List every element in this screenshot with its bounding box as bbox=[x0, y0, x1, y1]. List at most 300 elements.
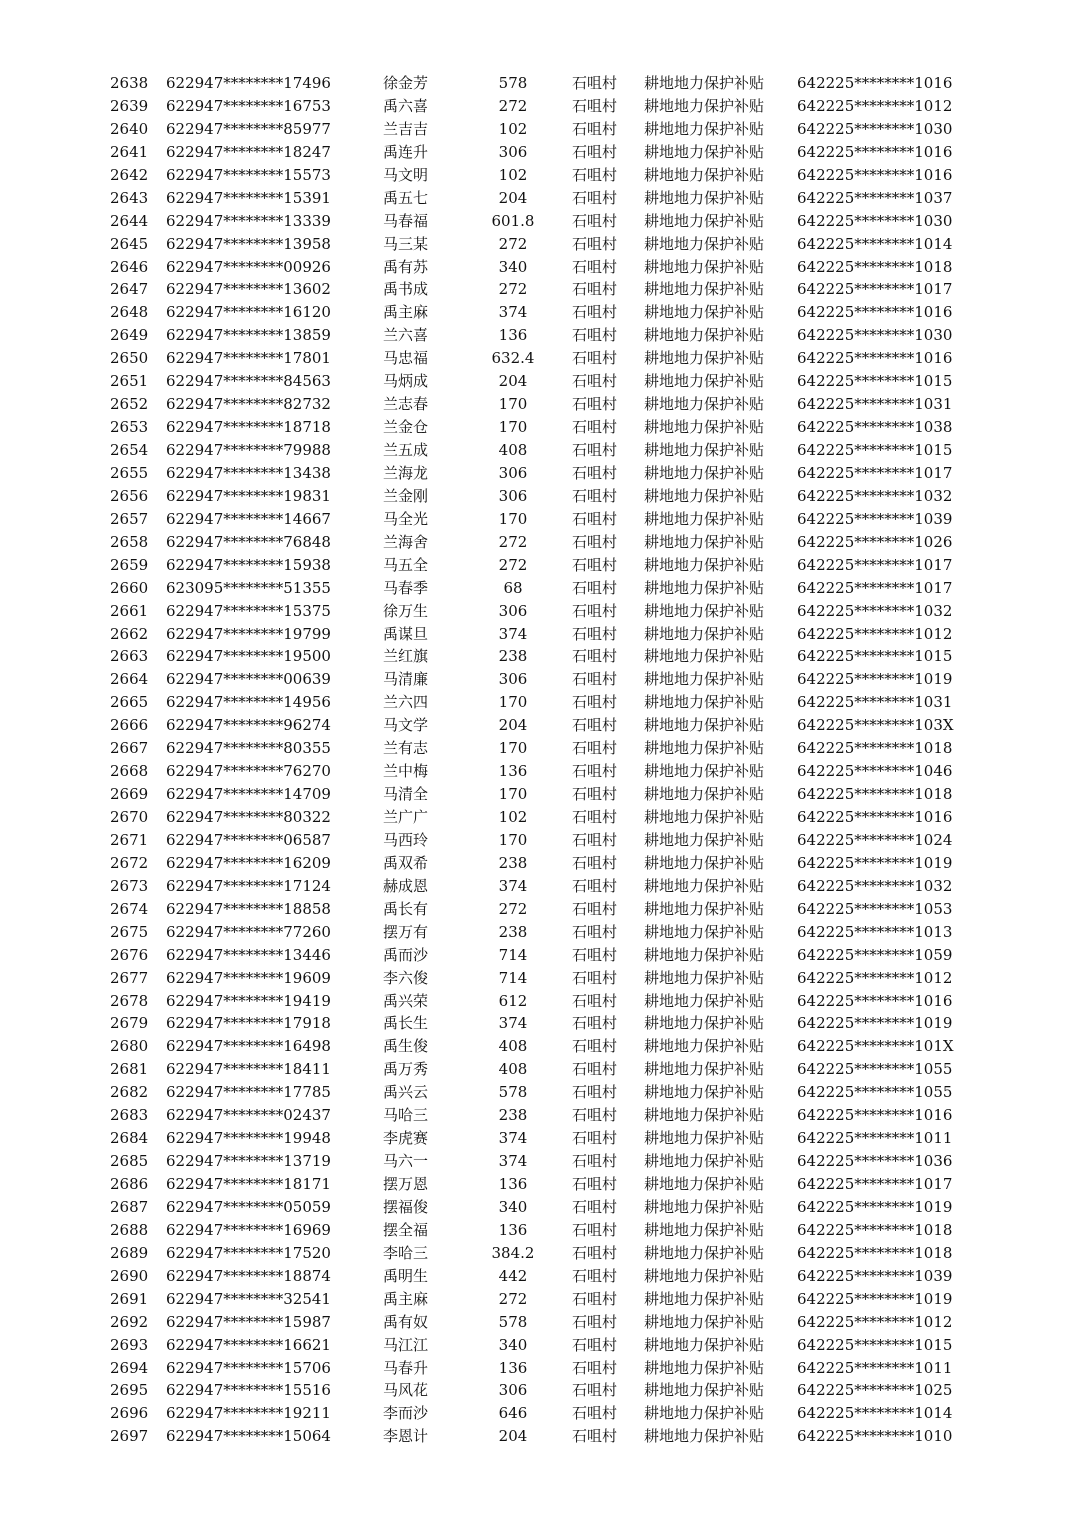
subsidy-type: 耕地地力保护补贴 bbox=[644, 280, 765, 299]
table-row bbox=[0, 898, 1074, 921]
bank-card-number: 622947********00926 bbox=[166, 257, 331, 276]
recipient-name: 兰中梅 bbox=[383, 762, 429, 781]
table-row bbox=[0, 990, 1074, 1013]
bank-card-number: 622947********18247 bbox=[166, 142, 331, 161]
village-name: 石咀村 bbox=[572, 326, 618, 345]
subsidy-type: 耕地地力保护补贴 bbox=[644, 739, 765, 758]
id-number: 642225********1059 bbox=[797, 945, 953, 964]
bank-card-number: 622947********17124 bbox=[166, 876, 331, 895]
table-row bbox=[0, 714, 1074, 737]
row-number: 2641 bbox=[110, 142, 149, 161]
id-number: 642225********101X bbox=[797, 1037, 954, 1056]
id-number: 642225********1010 bbox=[797, 1427, 953, 1446]
id-number: 642225********1018 bbox=[797, 739, 953, 758]
village-name: 石咀村 bbox=[572, 876, 618, 895]
village-name: 石咀村 bbox=[572, 922, 618, 941]
id-number: 642225********1024 bbox=[797, 830, 953, 849]
subsidy-type: 耕地地力保护补贴 bbox=[644, 74, 765, 92]
bank-card-number: 622947********19831 bbox=[166, 486, 331, 505]
subsidy-type: 耕地地力保护补贴 bbox=[644, 234, 765, 253]
id-number: 642225********1018 bbox=[797, 257, 953, 276]
bank-card-number: 622947********14709 bbox=[166, 785, 331, 804]
row-number: 2686 bbox=[110, 1175, 149, 1193]
table-row bbox=[0, 1265, 1074, 1288]
recipient-name: 兰海龙 bbox=[383, 463, 429, 482]
id-number: 642225********1015 bbox=[797, 1335, 953, 1354]
table-row bbox=[0, 164, 1074, 187]
village-name: 石咀村 bbox=[572, 1243, 618, 1262]
subsidy-amount: 272 bbox=[498, 555, 528, 574]
row-number: 2695 bbox=[110, 1381, 149, 1400]
row-number: 2681 bbox=[110, 1060, 149, 1079]
recipient-name: 马六一 bbox=[383, 1152, 429, 1171]
subsidy-amount: 374 bbox=[498, 876, 528, 895]
row-number: 2643 bbox=[110, 188, 149, 207]
id-number: 642225********1037 bbox=[797, 188, 953, 207]
recipient-name: 摆万有 bbox=[383, 922, 429, 941]
village-name: 石咀村 bbox=[572, 441, 618, 459]
row-number: 2688 bbox=[110, 1220, 149, 1239]
id-number: 642225********103X bbox=[797, 716, 954, 735]
table-row bbox=[0, 370, 1074, 393]
row-number: 2654 bbox=[110, 441, 149, 459]
bank-card-number: 622947********19211 bbox=[166, 1404, 331, 1423]
table-row bbox=[0, 485, 1074, 508]
table-row bbox=[0, 691, 1074, 714]
bank-card-number: 622947********05059 bbox=[166, 1197, 331, 1216]
bank-card-number: 622947********19609 bbox=[166, 968, 331, 987]
recipient-name: 禹主麻 bbox=[383, 1289, 429, 1308]
id-number: 642225********1039 bbox=[797, 1266, 953, 1285]
id-number: 642225********1016 bbox=[797, 142, 953, 161]
subsidy-type: 耕地地力保护补贴 bbox=[644, 1335, 765, 1354]
subsidy-type: 耕地地力保护补贴 bbox=[644, 165, 765, 184]
id-number: 642225********1055 bbox=[797, 1083, 953, 1102]
id-number: 642225********1017 bbox=[797, 1175, 953, 1193]
village-name: 石咀村 bbox=[572, 601, 618, 620]
id-number: 642225********1018 bbox=[797, 1220, 953, 1239]
recipient-name: 禹而沙 bbox=[383, 945, 429, 964]
subsidy-type: 耕地地力保护补贴 bbox=[644, 349, 765, 368]
recipient-name: 马江江 bbox=[383, 1335, 429, 1354]
bank-card-number: 622947********76270 bbox=[166, 762, 331, 781]
bank-card-number: 622947********16969 bbox=[166, 1220, 331, 1239]
table-row bbox=[0, 462, 1074, 485]
subsidy-type: 耕地地力保护补贴 bbox=[644, 647, 765, 666]
table-row bbox=[0, 852, 1074, 875]
subsidy-type: 耕地地力保护补贴 bbox=[644, 1060, 765, 1079]
bank-card-number: 622947********16621 bbox=[166, 1335, 331, 1354]
subsidy-type: 耕地地力保护补贴 bbox=[644, 119, 765, 138]
recipient-name: 禹长生 bbox=[383, 1014, 429, 1033]
subsidy-amount: 170 bbox=[498, 830, 528, 849]
id-number: 642225********1016 bbox=[797, 74, 953, 92]
recipient-name: 禹生俊 bbox=[383, 1037, 429, 1056]
subsidy-type: 耕地地力保护补贴 bbox=[644, 762, 765, 781]
id-number: 642225********1030 bbox=[797, 326, 953, 345]
row-number: 2644 bbox=[110, 211, 149, 230]
subsidy-type: 耕地地力保护补贴 bbox=[644, 1266, 765, 1285]
subsidy-type: 耕地地力保护补贴 bbox=[644, 1312, 765, 1331]
village-name: 石咀村 bbox=[572, 1358, 618, 1377]
row-number: 2671 bbox=[110, 830, 149, 849]
bank-card-number: 622947********19419 bbox=[166, 991, 331, 1010]
recipient-name: 马文明 bbox=[383, 165, 429, 184]
table-row bbox=[0, 921, 1074, 944]
id-number: 642225********1013 bbox=[797, 922, 953, 941]
row-number: 2651 bbox=[110, 372, 149, 391]
subsidy-type: 耕地地力保护补贴 bbox=[644, 830, 765, 849]
subsidy-amount: 578 bbox=[498, 74, 528, 92]
subsidy-amount: 136 bbox=[498, 1175, 528, 1193]
subsidy-type: 耕地地力保护补贴 bbox=[644, 808, 765, 826]
village-name: 石咀村 bbox=[572, 119, 618, 138]
row-number: 2665 bbox=[110, 693, 149, 712]
bank-card-number: 622947********14956 bbox=[166, 693, 331, 712]
bank-card-number: 622947********15516 bbox=[166, 1381, 331, 1400]
subsidy-type: 耕地地力保护补贴 bbox=[644, 142, 765, 161]
row-number: 2687 bbox=[110, 1197, 149, 1216]
recipient-name: 禹六喜 bbox=[383, 96, 429, 115]
subsidy-amount: 238 bbox=[498, 853, 528, 872]
bank-card-number: 622947********17520 bbox=[166, 1243, 331, 1262]
id-number: 642225********1032 bbox=[797, 601, 953, 620]
bank-card-number: 622947********18718 bbox=[166, 418, 331, 437]
subsidy-amount: 170 bbox=[498, 509, 528, 528]
row-number: 2676 bbox=[110, 945, 149, 964]
subsidy-type: 耕地地力保护补贴 bbox=[644, 555, 765, 574]
table-row bbox=[0, 210, 1074, 233]
subsidy-type: 耕地地力保护补贴 bbox=[644, 853, 765, 872]
recipient-name: 李恩计 bbox=[383, 1427, 429, 1446]
row-number: 2648 bbox=[110, 303, 149, 322]
subsidy-amount: 578 bbox=[498, 1312, 528, 1331]
table-row bbox=[0, 347, 1074, 370]
table-row bbox=[0, 1104, 1074, 1127]
recipient-name: 禹明生 bbox=[383, 1266, 429, 1285]
id-number: 642225********1046 bbox=[797, 762, 953, 781]
recipient-name: 兰六喜 bbox=[383, 326, 429, 345]
village-name: 石咀村 bbox=[572, 785, 618, 804]
row-number: 2696 bbox=[110, 1404, 149, 1423]
table-row bbox=[0, 600, 1074, 623]
recipient-name: 禹五七 bbox=[383, 188, 429, 207]
subsidy-amount: 340 bbox=[498, 257, 528, 276]
subsidy-amount: 408 bbox=[498, 441, 528, 459]
table-row bbox=[0, 508, 1074, 531]
bank-card-number: 622947********16498 bbox=[166, 1037, 331, 1056]
recipient-name: 禹长有 bbox=[383, 899, 429, 918]
village-name: 石咀村 bbox=[572, 739, 618, 758]
table-row bbox=[0, 118, 1074, 141]
subsidy-type: 耕地地力保护补贴 bbox=[644, 1220, 765, 1239]
subsidy-amount: 102 bbox=[498, 165, 528, 184]
subsidy-type: 耕地地力保护补贴 bbox=[644, 1083, 765, 1102]
village-name: 石咀村 bbox=[572, 1266, 618, 1285]
subsidy-amount: 170 bbox=[498, 693, 528, 712]
row-number: 2639 bbox=[110, 96, 149, 115]
id-number: 642225********1038 bbox=[797, 418, 953, 437]
village-name: 石咀村 bbox=[572, 693, 618, 712]
subsidy-type: 耕地地力保护补贴 bbox=[644, 1037, 765, 1056]
subsidy-type: 耕地地力保护补贴 bbox=[644, 1197, 765, 1216]
subsidy-amount: 102 bbox=[498, 119, 528, 138]
recipient-name: 马西玲 bbox=[383, 830, 429, 849]
subsidy-amount: 306 bbox=[498, 142, 528, 161]
id-number: 642225********1016 bbox=[797, 349, 953, 368]
row-number: 2669 bbox=[110, 785, 149, 804]
subsidy-type: 耕地地力保护补贴 bbox=[644, 899, 765, 918]
village-name: 石咀村 bbox=[572, 1427, 618, 1446]
bank-card-number: 622947********15391 bbox=[166, 188, 331, 207]
subsidy-amount: 408 bbox=[498, 1060, 528, 1079]
subsidy-amount: 136 bbox=[498, 1220, 528, 1239]
subsidy-amount: 272 bbox=[498, 899, 528, 918]
subsidy-amount: 612 bbox=[498, 991, 528, 1010]
recipient-name: 禹书成 bbox=[383, 280, 429, 299]
id-number: 642225********1012 bbox=[797, 624, 953, 643]
village-name: 石咀村 bbox=[572, 716, 618, 735]
bank-card-number: 622947********16209 bbox=[166, 853, 331, 872]
row-number: 2694 bbox=[110, 1358, 149, 1377]
subsidy-amount: 272 bbox=[498, 1289, 528, 1308]
subsidy-type: 耕地地力保护补贴 bbox=[644, 463, 765, 482]
id-number: 642225********1039 bbox=[797, 509, 953, 528]
recipient-name: 马忠福 bbox=[383, 349, 429, 368]
table-row bbox=[0, 95, 1074, 118]
village-name: 石咀村 bbox=[572, 372, 618, 391]
subsidy-type: 耕地地力保护补贴 bbox=[644, 1129, 765, 1148]
row-number: 2666 bbox=[110, 716, 149, 735]
id-number: 642225********1032 bbox=[797, 486, 953, 505]
subsidy-type: 耕地地力保护补贴 bbox=[644, 670, 765, 689]
village-name: 石咀村 bbox=[572, 1129, 618, 1148]
subsidy-amount: 272 bbox=[498, 96, 528, 115]
row-number: 2659 bbox=[110, 555, 149, 574]
table-row bbox=[0, 783, 1074, 806]
recipient-name: 马全光 bbox=[383, 509, 429, 528]
bank-card-number: 622947********17496 bbox=[166, 74, 331, 92]
village-name: 石咀村 bbox=[572, 1197, 618, 1216]
village-name: 石咀村 bbox=[572, 808, 618, 826]
row-number: 2690 bbox=[110, 1266, 149, 1285]
id-number: 642225********1036 bbox=[797, 1152, 953, 1171]
id-number: 642225********1019 bbox=[797, 1289, 953, 1308]
row-number: 2653 bbox=[110, 418, 149, 437]
village-name: 石咀村 bbox=[572, 624, 618, 643]
id-number: 642225********1015 bbox=[797, 441, 953, 459]
id-number: 642225********1019 bbox=[797, 1197, 953, 1216]
table-row bbox=[0, 944, 1074, 967]
bank-card-number: 622947********15573 bbox=[166, 165, 331, 184]
subsidy-type: 耕地地力保护补贴 bbox=[644, 693, 765, 712]
subsidy-amount: 442 bbox=[498, 1266, 528, 1285]
table-row bbox=[0, 1219, 1074, 1242]
table-row bbox=[0, 393, 1074, 416]
table-row bbox=[0, 416, 1074, 439]
subsidy-amount: 306 bbox=[498, 486, 528, 505]
village-name: 石咀村 bbox=[572, 1404, 618, 1423]
bank-card-number: 622947********15064 bbox=[166, 1427, 331, 1446]
row-number: 2683 bbox=[110, 1106, 149, 1125]
bank-card-number: 622947********13958 bbox=[166, 234, 331, 253]
village-name: 石咀村 bbox=[572, 257, 618, 276]
recipient-name: 禹兴云 bbox=[383, 1083, 429, 1102]
bank-card-number: 622947********18411 bbox=[166, 1060, 331, 1079]
id-number: 642225********1014 bbox=[797, 234, 953, 253]
id-number: 642225********1031 bbox=[797, 693, 953, 712]
subsidy-type: 耕地地力保护补贴 bbox=[644, 211, 765, 230]
row-number: 2673 bbox=[110, 876, 149, 895]
bank-card-number: 622947********17801 bbox=[166, 349, 331, 368]
village-name: 石咀村 bbox=[572, 1083, 618, 1102]
subsidy-amount: 204 bbox=[498, 716, 528, 735]
village-name: 石咀村 bbox=[572, 395, 618, 414]
table-row bbox=[0, 1425, 1074, 1448]
row-number: 2670 bbox=[110, 808, 149, 826]
row-number: 2672 bbox=[110, 853, 149, 872]
id-number: 642225********1015 bbox=[797, 372, 953, 391]
row-number: 2638 bbox=[110, 74, 149, 92]
village-name: 石咀村 bbox=[572, 211, 618, 230]
village-name: 石咀村 bbox=[572, 188, 618, 207]
village-name: 石咀村 bbox=[572, 142, 618, 161]
id-number: 642225********1030 bbox=[797, 211, 953, 230]
subsidy-amount: 306 bbox=[498, 1381, 528, 1400]
table-row bbox=[0, 141, 1074, 164]
subsidy-amount: 306 bbox=[498, 463, 528, 482]
subsidy-type: 耕地地力保护补贴 bbox=[644, 1404, 765, 1423]
table-row bbox=[0, 256, 1074, 279]
recipient-name: 禹主麻 bbox=[383, 303, 429, 322]
bank-card-number: 622947********80322 bbox=[166, 808, 331, 826]
subsidy-type: 耕地地力保护补贴 bbox=[644, 1427, 765, 1446]
subsidy-amount: 374 bbox=[498, 1152, 528, 1171]
row-number: 2674 bbox=[110, 899, 149, 918]
subsidy-type: 耕地地力保护补贴 bbox=[644, 372, 765, 391]
subsidy-type: 耕地地力保护补贴 bbox=[644, 532, 765, 551]
subsidy-amount: 714 bbox=[498, 968, 528, 987]
subsidy-amount: 306 bbox=[498, 670, 528, 689]
subsidy-type: 耕地地力保护补贴 bbox=[644, 1358, 765, 1377]
village-name: 石咀村 bbox=[572, 1381, 618, 1400]
recipient-name: 摆万恩 bbox=[383, 1175, 429, 1193]
recipient-name: 禹有苏 bbox=[383, 257, 429, 276]
row-number: 2685 bbox=[110, 1152, 149, 1171]
subsidy-amount: 601.8 bbox=[491, 211, 535, 230]
table-row bbox=[0, 829, 1074, 852]
subsidy-amount: 170 bbox=[498, 739, 528, 758]
subsidy-amount: 136 bbox=[498, 326, 528, 345]
table-row bbox=[0, 554, 1074, 577]
subsidy-type: 耕地地力保护补贴 bbox=[644, 991, 765, 1010]
recipient-name: 禹兴荣 bbox=[383, 991, 429, 1010]
bank-card-number: 622947********19948 bbox=[166, 1129, 331, 1148]
row-number: 2663 bbox=[110, 647, 149, 666]
id-number: 642225********1017 bbox=[797, 280, 953, 299]
subsidy-type: 耕地地力保护补贴 bbox=[644, 326, 765, 345]
bank-card-number: 622947********16120 bbox=[166, 303, 331, 322]
id-number: 642225********1016 bbox=[797, 991, 953, 1010]
table-row bbox=[0, 1242, 1074, 1265]
bank-card-number: 622947********13859 bbox=[166, 326, 331, 345]
recipient-name: 兰五成 bbox=[383, 441, 429, 459]
id-number: 642225********1011 bbox=[797, 1358, 953, 1377]
recipient-name: 兰志春 bbox=[383, 395, 429, 414]
recipient-name: 马炳成 bbox=[383, 372, 429, 391]
recipient-name: 兰有志 bbox=[383, 739, 429, 758]
subsidy-type: 耕地地力保护补贴 bbox=[644, 1289, 765, 1308]
subsidy-amount: 238 bbox=[498, 647, 528, 666]
subsidy-type: 耕地地力保护补贴 bbox=[644, 716, 765, 735]
subsidy-type: 耕地地力保护补贴 bbox=[644, 968, 765, 987]
subsidy-amount: 238 bbox=[498, 922, 528, 941]
bank-card-number: 622947********13446 bbox=[166, 945, 331, 964]
table-row bbox=[0, 301, 1074, 324]
row-number: 2680 bbox=[110, 1037, 149, 1056]
subsidy-type: 耕地地力保护补贴 bbox=[644, 945, 765, 964]
recipient-name: 马清全 bbox=[383, 785, 429, 804]
village-name: 石咀村 bbox=[572, 486, 618, 505]
row-number: 2656 bbox=[110, 486, 149, 505]
subsidy-amount: 646 bbox=[498, 1404, 528, 1423]
id-number: 642225********1016 bbox=[797, 1106, 953, 1125]
subsidy-type: 耕地地力保护补贴 bbox=[644, 395, 765, 414]
village-name: 石咀村 bbox=[572, 578, 618, 597]
village-name: 石咀村 bbox=[572, 1037, 618, 1056]
row-number: 2664 bbox=[110, 670, 149, 689]
bank-card-number: 622947********17785 bbox=[166, 1083, 331, 1102]
village-name: 石咀村 bbox=[572, 1175, 618, 1193]
table-row bbox=[0, 187, 1074, 210]
table-row bbox=[0, 1035, 1074, 1058]
recipient-name: 赫成恩 bbox=[383, 876, 429, 895]
id-number: 642225********1031 bbox=[797, 395, 953, 414]
row-number: 2691 bbox=[110, 1289, 149, 1308]
row-number: 2646 bbox=[110, 257, 149, 276]
recipient-name: 兰金刚 bbox=[383, 486, 429, 505]
village-name: 石咀村 bbox=[572, 1312, 618, 1331]
table-row bbox=[0, 577, 1074, 600]
table-row bbox=[0, 324, 1074, 347]
table-row bbox=[0, 1402, 1074, 1425]
recipient-name: 摆福俊 bbox=[383, 1197, 429, 1216]
row-number: 2649 bbox=[110, 326, 149, 345]
recipient-name: 禹有奴 bbox=[383, 1312, 429, 1331]
subsidy-type: 耕地地力保护补贴 bbox=[644, 1152, 765, 1171]
row-number: 2668 bbox=[110, 762, 149, 781]
recipient-name: 兰六四 bbox=[383, 693, 429, 712]
id-number: 642225********1019 bbox=[797, 853, 953, 872]
table-row bbox=[0, 72, 1074, 95]
row-number: 2652 bbox=[110, 395, 149, 414]
bank-card-number: 622947********80355 bbox=[166, 739, 331, 758]
recipient-name: 禹双希 bbox=[383, 853, 429, 872]
bank-card-number: 622947********19799 bbox=[166, 624, 331, 643]
id-number: 642225********1018 bbox=[797, 1243, 953, 1262]
bank-card-number: 622947********00639 bbox=[166, 670, 331, 689]
bank-card-number: 622947********14667 bbox=[166, 509, 331, 528]
table-row bbox=[0, 1012, 1074, 1035]
subsidy-amount: 272 bbox=[498, 532, 528, 551]
recipient-name: 徐金芳 bbox=[383, 74, 429, 92]
row-number: 2684 bbox=[110, 1129, 149, 1148]
id-number: 642225********1019 bbox=[797, 670, 953, 689]
id-number: 642225********1015 bbox=[797, 647, 953, 666]
village-name: 石咀村 bbox=[572, 899, 618, 918]
subsidy-type: 耕地地力保护补贴 bbox=[644, 624, 765, 643]
village-name: 石咀村 bbox=[572, 96, 618, 115]
